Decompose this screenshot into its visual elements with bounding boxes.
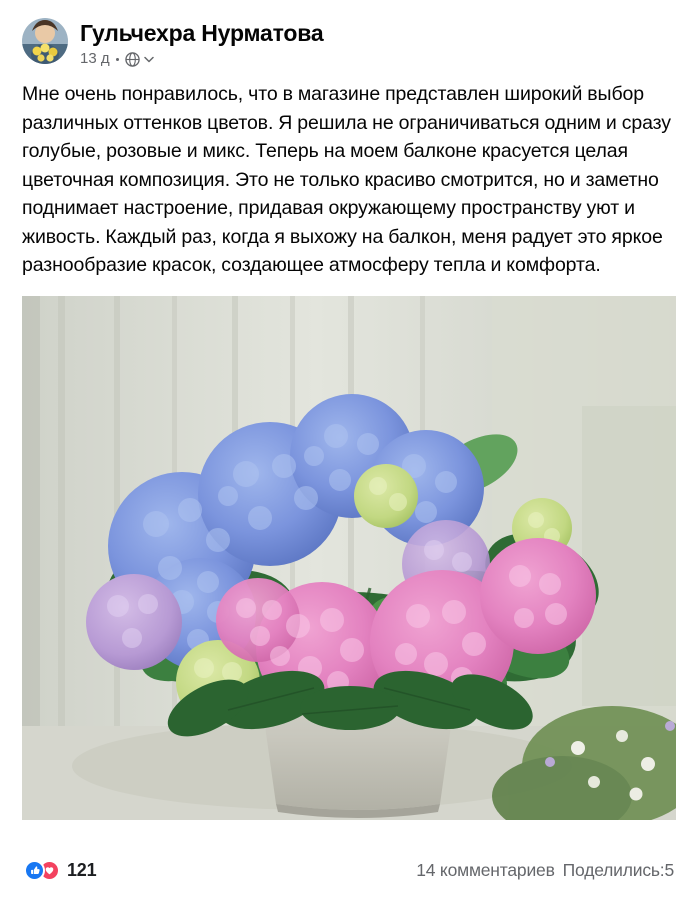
comments-count[interactable]: 14 комментариев bbox=[416, 860, 555, 881]
post-text: Мне очень понравилось, что в магазине представлен широкий выбор различных оттенков цветов. Я решила не ограничиваться одним и сразу голубые, розовые и микс. Теперь на моем балконе красуется целая цветочная композиция. Это не только красиво смотрится, но и заметно поднимает настроение, придавая окружающему пространству уют и живость. Каждый раз, когда я выхожу на балкон, меня радует это яркое разнообразие красок, создающее атмосферу тепла и комфорта. bbox=[22, 83, 671, 276]
post-header-text bbox=[80, 18, 323, 68]
post-meta bbox=[80, 50, 323, 68]
author-name[interactable]: Гульчехра Нурматова bbox=[80, 20, 324, 46]
globe-icon[interactable] bbox=[125, 52, 140, 67]
reaction-count: 121 bbox=[67, 860, 97, 881]
reaction-icons bbox=[24, 860, 60, 881]
post-footer bbox=[0, 820, 698, 908]
post-counters bbox=[416, 860, 674, 881]
reactions-summary[interactable] bbox=[24, 860, 96, 881]
avatar[interactable] bbox=[22, 18, 68, 64]
post-timestamp[interactable]: 13 д bbox=[80, 50, 110, 67]
meta-separator-dot bbox=[116, 58, 119, 61]
post-image[interactable] bbox=[22, 296, 676, 820]
post-header bbox=[0, 0, 698, 74]
chevron-down-icon[interactable] bbox=[144, 50, 154, 68]
shares-count[interactable]: Поделились:5 bbox=[562, 860, 674, 881]
